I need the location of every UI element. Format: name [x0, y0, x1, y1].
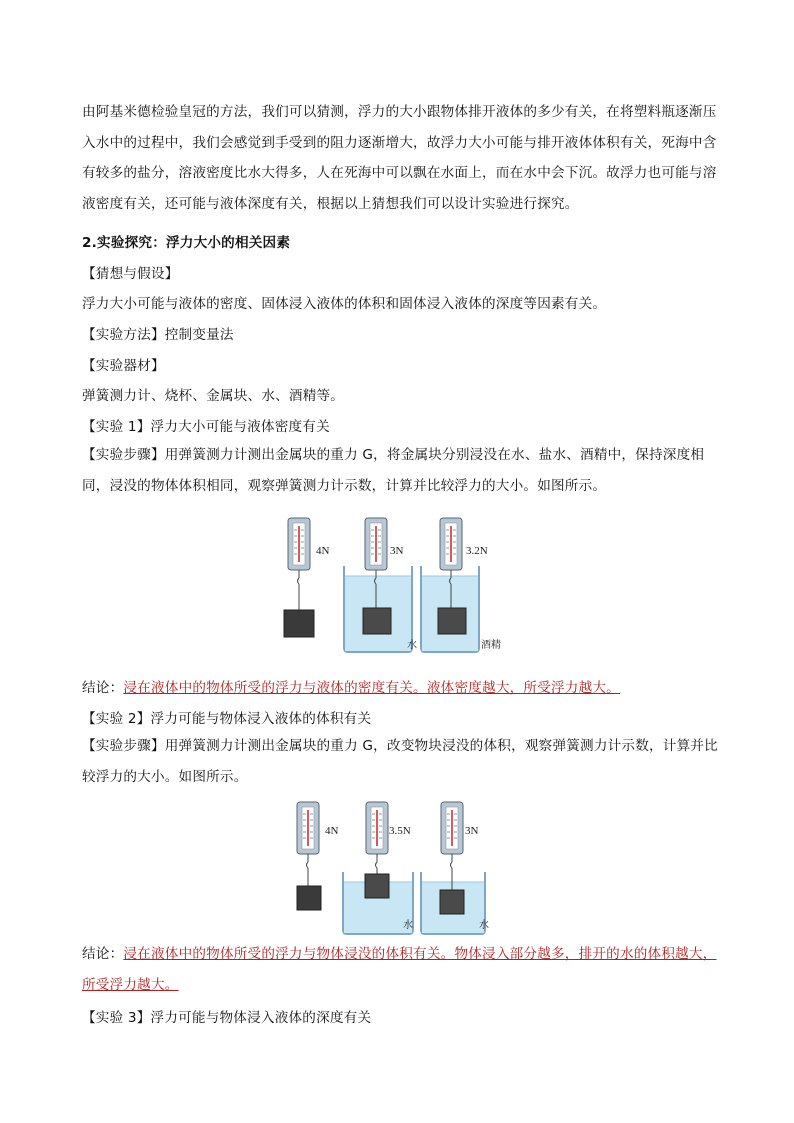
metal-block-4: [297, 886, 321, 910]
liquid-label-2: 水: [407, 640, 417, 651]
exp1-conclusion: [82, 676, 620, 696]
reading-6: 3N: [465, 825, 479, 837]
reading-4: 4N: [325, 825, 339, 837]
reading-1: 4N: [316, 545, 330, 557]
intro-paragraph: 由阿基米德检验皇冠的方法，我们可以猜测，浮力的大小跟物体排开液体的多少有关，在将塑料瓶逐渐压入水中的过程中，我们会感觉到手受到的阻力逐渐增大，故浮力大小可能与排开液体体积有关，死海中含有较多的盐分，溶液密度比水大得多，人在死海中可以飘在水面上，而在水中会下沉。故浮力也可能与溶液密度有关，还可能与液体深度有关，根据以上猜想我们可以设计实验进行探究。: [82, 104, 717, 212]
spring-scale-4: [297, 802, 339, 910]
exp1-steps: 【实验步骤】用弹簧测力计测出金属块的重力 G，将金属块分别浸没在水、盐水、酒精中，保持深度相同，浸没的物体体积相同，观察弹簧测力计示数，计算并比较浮力的大小。如图所示。: [82, 447, 705, 494]
exp2-conclusion: [82, 939, 718, 1000]
exp1-figure: [270, 516, 530, 654]
conclusion-text-2: 浸在液体中的物体所受的浮力与物体浸没的体积有关。物体浸入部分越多，排开的水的体积越大，所受浮力越大。: [82, 946, 717, 993]
reading-2: 3N: [390, 545, 404, 557]
metal-block-5: [365, 874, 389, 898]
exp2-steps: 【实验步骤】用弹簧测力计测出金属块的重力 G，改变物块浸没的体积，观察弹簧测力计示数，计算并比较浮力的大小。如图所示。: [82, 738, 718, 785]
method-line: 【实验方法】控制变量法: [82, 327, 234, 343]
metal-block-6: [440, 890, 464, 914]
exp2-title: 【实验 2】浮力可能与物体浸入液体的体积有关: [82, 711, 372, 727]
liquid-label-5: 水: [403, 920, 413, 931]
hypothesis-heading: 【猜想与假设】: [82, 266, 179, 282]
reading-3: 3.2N: [466, 545, 488, 557]
metal-block-1: [284, 610, 314, 637]
materials-heading: 【实验器材】: [82, 358, 165, 374]
spring-scale-1: [284, 518, 330, 637]
reading-5: 3.5N: [389, 825, 411, 837]
hypothesis-text: 浮力大小可能与液体的密度、固体浸入液体的体积和固体浸入液体的深度等因素有关。: [82, 296, 607, 312]
exp3-title: 【实验 3】浮力可能与物体浸入液体的深度有关: [82, 1010, 372, 1026]
liquid-label-3: 酒精: [481, 640, 501, 651]
metal-block-3: [438, 608, 466, 634]
conclusion-label-2: 结论：: [82, 946, 124, 962]
conclusion-text: 浸在液体中的物体所受的浮力与液体的密度有关。液体密度越大，所受浮力越大。: [123, 680, 620, 696]
exp2-figure: [285, 800, 525, 936]
metal-block-2: [363, 608, 391, 634]
section-heading: 2.实验探究：浮力大小的相关因素: [82, 235, 291, 251]
conclusion-label: 结论：: [82, 680, 124, 696]
materials-text: 弹簧测力计、烧杯、金属块、水、酒精等。: [82, 388, 345, 404]
liquid-label-6: 水: [479, 920, 489, 931]
exp1-title: 【实验 1】浮力大小可能与液体密度有关: [82, 419, 330, 435]
